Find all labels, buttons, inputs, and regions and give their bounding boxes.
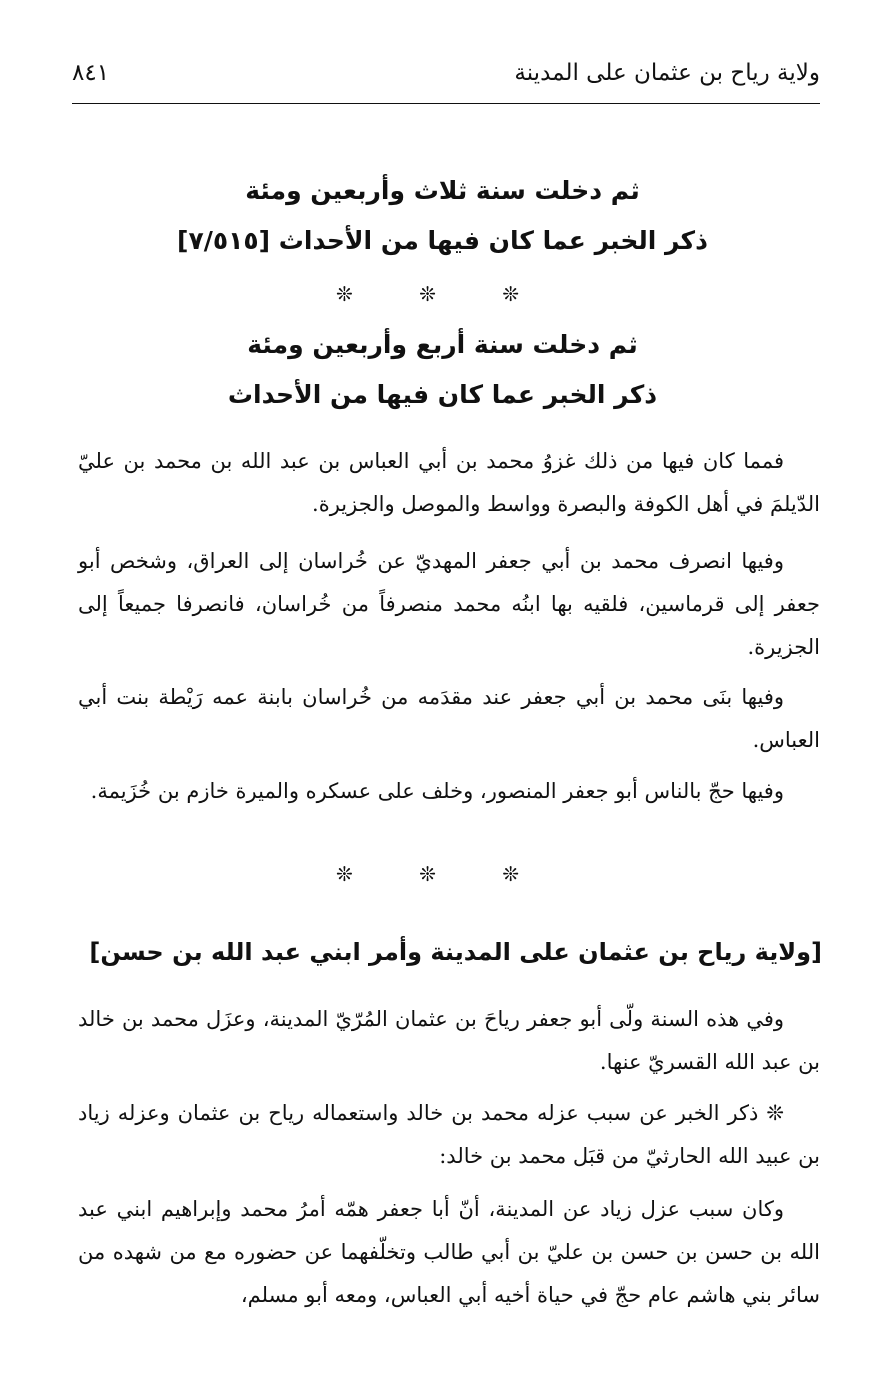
running-head (72, 58, 820, 102)
paragraph-report: ❊ ذكر الخبر عن سبب عزله محمد بن خالد واستعماله رياح بن عثمان وعزله زياد بن عبيد الله الحارثيّ من قبَل محمد بن خالد: (78, 1101, 820, 1168)
year-heading-144: ثم دخلت سنة أربع وأربعين ومئة (247, 330, 638, 359)
events-heading-143: ذكر الخبر عما كان فيها من الأحداث [٧/٥١٥] (177, 226, 708, 255)
paragraph-campaign: فمما كان فيها من ذلك غزوُ محمد بن أبي العباس بن عبد الله بن محمد بن عليّ الدّيلمَ في أهل الكوفة والبصرة وواسط والموصل والجزيرة. (78, 449, 820, 516)
paragraph-marriage: وفيها بنَى محمد بن أبي جعفر عند مقدَمه من خُراسان بابنة عمه رَيْطة بنت أبي العباس. (78, 685, 820, 752)
paragraph-reason: وكان سبب عزل زياد عن المدينة، أنّ أبا جعفر همّه أمرُ محمد وإبراهيم ابني عبد الله بن حسن بن حسن بن عليّ بن أبي طالب وتخلّفهما عن حضوره مع من شهده من سائر بني هاشم عام حجّ في حياة أخيه أبي العباس، ومعه أبو مسلم، (78, 1197, 820, 1307)
section-separator: ❊ ❊ ❊ (336, 282, 549, 306)
paragraph-appointment: وفي هذه السنة ولّى أبو جعفر رياحَ بن عثمان المُرّيّ المدينة، وعزَل محمد بن خالد بن عبد الله القسريّ عنها. (78, 1007, 820, 1074)
year-heading-143: ثم دخلت سنة ثلاث وأربعين ومئة (245, 176, 640, 205)
paragraph-pilgrimage: وفيها حجّ بالناس أبو جعفر المنصور، وخلف على عسكره والميرة خازم بن خُزَيمة. (90, 779, 784, 803)
paragraph-return: وفيها انصرف محمد بن أبي جعفر المهديّ عن خُراسان إلى العراق، وشخص أبو جعفر إلى قرماسين، فلقيه بها ابنُه محمد منصرفاً من خُراسان، فانصرفا جميعاً إلى الجزيرة. (78, 549, 820, 659)
running-title: ولاية رياح بن عثمان على المدينة (514, 60, 820, 86)
section-separator-2: ❊ ❊ ❊ (336, 862, 549, 886)
header-divider (72, 103, 820, 104)
section-heading: [ولاية رياح بن عثمان على المدينة وأمر ابني عبد الله بن حسن] (89, 938, 822, 966)
events-heading-144: ذكر الخبر عما كان فيها من الأحداث (227, 380, 658, 409)
page-number: ٨٤١ (72, 60, 110, 86)
